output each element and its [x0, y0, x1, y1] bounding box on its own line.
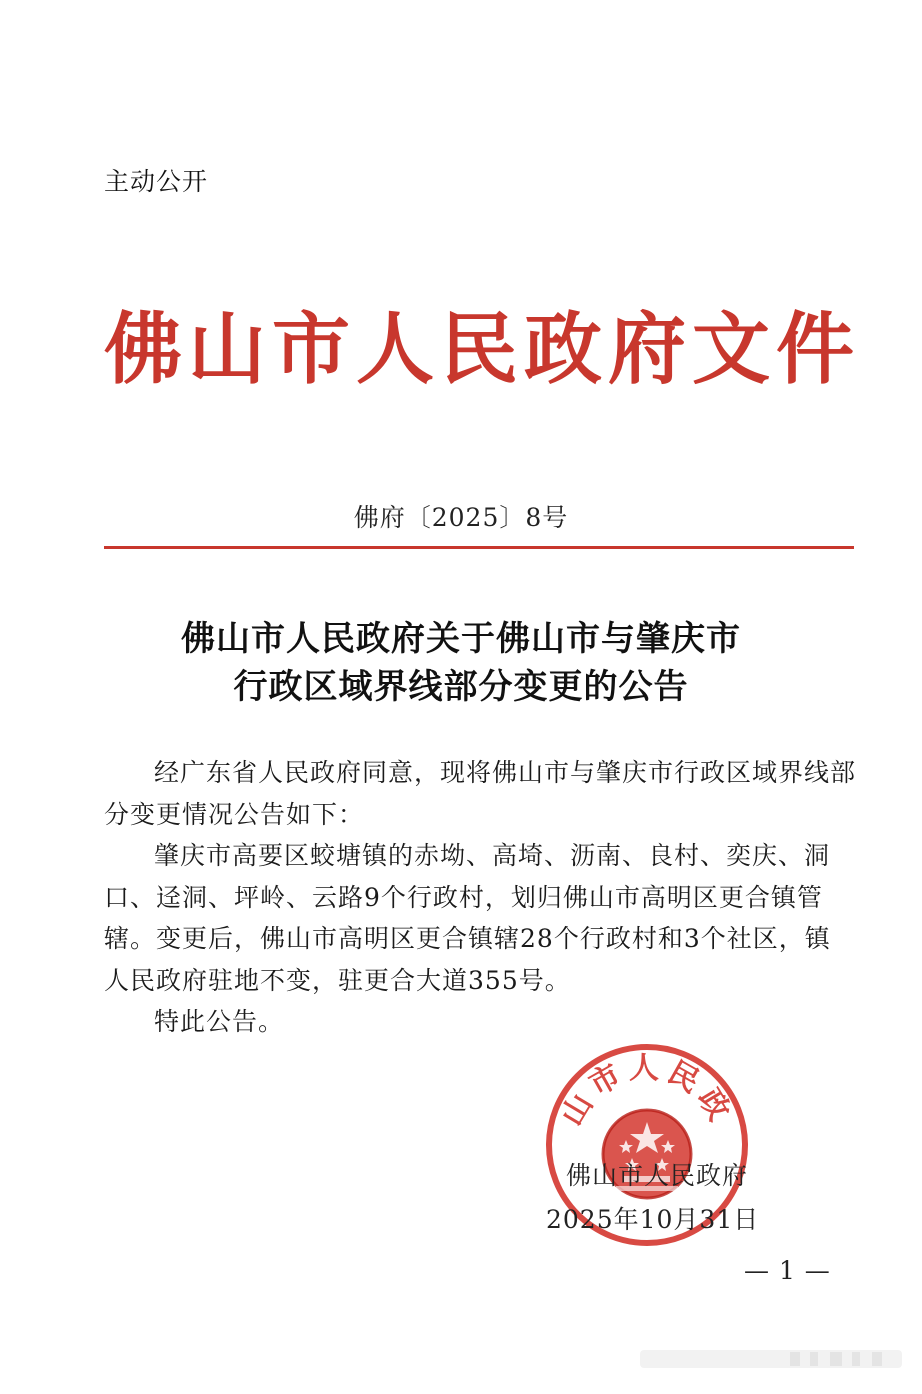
issuer-name: 佛山市人民政府	[566, 1161, 749, 1190]
body-paragraph-closing: 特此公告。	[154, 1007, 285, 1036]
svg-text:山市人民政: 山市人民政	[554, 1051, 740, 1132]
document-title-line2: 行政区域界线部分变更的公告	[233, 667, 689, 707]
document-title-line1: 佛山市人民政府关于佛山市与肇庆市	[181, 619, 741, 659]
watermark-icon	[640, 1344, 910, 1374]
document-body	[104, 752, 856, 1043]
issue-date: 2025年10月31日	[546, 1205, 760, 1234]
body-paragraph-main: 肇庆市高要区蛟塘镇的赤坳、高埼、沥南、良村、奕庆、洞口、迳洞、坪岭、云路9个行政村，划归佛山市高明区更合镇管辖。变更后，佛山市高明区更合镇辖28个行政村和3个社区，镇人民政府驻地不变，驻更合大道355号。	[104, 841, 831, 995]
page-number: — 1 —	[744, 1256, 831, 1285]
body-paragraph-intro: 经广东省人民政府同意，现将佛山市与肇庆市行政区域界线部分变更情况公告如下：	[104, 758, 857, 829]
masthead-title: 佛山市人民政府文件	[104, 304, 861, 395]
document-title	[0, 615, 922, 711]
masthead-divider	[104, 546, 854, 549]
disclosure-label: 主动公开	[104, 167, 209, 196]
document-number: 佛府〔2025〕8号	[353, 503, 569, 532]
